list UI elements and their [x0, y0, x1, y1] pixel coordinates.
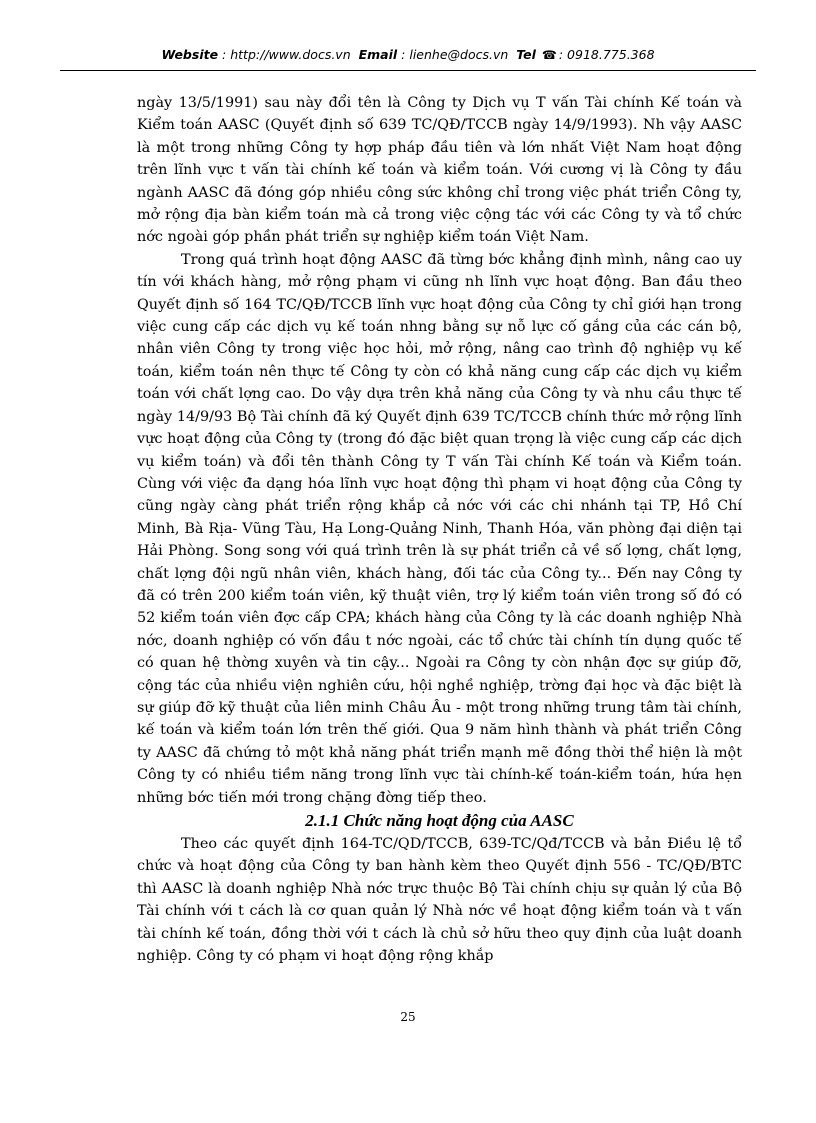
paragraph-1: ngày 13/5/1991) sau này đổi tên là Công ty Dịch vụ T vấn Tài chính Kế toán và Kiểm toán AASC (Quyết định số 639 TC/QĐ/TCCB ngày 14/9/1993). Nh vậy AASC là một trong những Công ty hợp pháp đầu tiên và lớn nhất Việt Nam hoạt động trên lĩnh vực t vấn tài chính kế toán và kiểm toán. Với cương vị là Công ty đầu ngành AASC đã đóng góp nhiều công sức không chỉ trong việc phát triển Công ty, mở rộng địa bàn kiểm toán mà cả trong việc cộng tác với các Công ty và tổ chức nớc ngoài góp phần phát triển sự nghiệp kiểm toán Việt Nam. — [137, 95, 742, 246]
tel-label: Tel — [516, 47, 536, 62]
email-label: Email — [358, 47, 398, 62]
section-heading: 2.1.1 Chức năng hoạt động của AASC — [305, 811, 574, 830]
website-value: : http://www.docs.vn — [222, 47, 351, 62]
page-header — [60, 42, 756, 71]
page-number: 25 — [400, 1010, 416, 1024]
section-paragraph: Theo các quyết định 164-TC/QD/TCCB, 639-TC/Qđ/TCCB và bản Điều lệ tổ chức và hoạt động của Công ty ban hành kèm theo Quyết định 556 - TC/QĐ/BTC thì AASC là doanh nghiệp Nhà nớc trực thuộc Bộ Tài chính chịu sự quản lý của Bộ Tài chính với t cách là cơ quan quản lý Nhà nớc về hoạt động kiểm toán và t vấn tài chính kế toán, đồng thời với t cách là chủ sở hữu theo quy định của luật doanh nghiệp. Công ty có phạm vi hoạt động rộng khắp — [137, 836, 742, 965]
tel-value: : 0918.775.368 — [558, 47, 655, 62]
website-label: Website — [161, 47, 219, 62]
email-value: : lienhe@docs.vn — [401, 47, 509, 62]
phone-icon: ☎ — [541, 48, 557, 62]
paragraph-2: Trong quá trình hoạt động AASC đã từng bớc khẳng định mình, nâng cao uy tín với khách hàng, mở rộng phạm vi cũng nh lĩnh vực hoạt động. Ban đầu theo Quyết định số 164 TC/QĐ/TCCB lĩnh vực hoạt động của Công ty chỉ giới hạn trong việc cung cấp các dịch vụ kế toán nhng bằng sự nỗ lực cố gắng của các cán bộ, nhân viên Công ty trong việc học hỏi, mở rộng, nâng cao trình độ nghiệp vụ kế toán, kiểm toán nên thực tế Công ty còn có khả năng cung cấp các dịch vụ kiểm toán với chất lợng cao. Do vậy dựa trên khả năng của Công ty và nhu cầu thực tế ngày 14/9/93 Bộ Tài chính đã ký Quyết định 639 TC/TCCB chính thức mở rộng lĩnh vực hoạt động của Công ty (trong đó đặc biệt quan trọng là việc cung cấp các dịch vụ kiểm toán) và đổi tên thành Công ty T vấn Tài chính Kế toán và Kiểm toán. Cùng với việc đa dạng hóa lĩnh vực hoạt động thì phạm vi hoạt động của Công ty cũng ngày càng phát triển rộng khắp cả nớc với các chi nhánh tại TP, Hồ Chí Minh, Bà Rịa- Vũng Tàu, Hạ Long-Quảng Ninh, Thanh Hóa, văn phòng đại diện tại Hải Phòng. Song song với quá trình trên là sự phát triển cả về số lợng, chất lợng, chất lợng đội ngũ nhân viên, khách hàng, đối tác của Công ty... Đến nay Công ty đã có trên 200 kiểm toán viên, kỹ thuật viên, trợ lý kiểm toán viên trong số đó có 52 kiểm toán viên đợc cấp CPA; khách hàng của Công ty là các doanh nghiệp Nhà nớc, doanh nghiệp có vốn đầu t nớc ngoài, các tổ chức tài chính tín dụng quốc tế có quan hệ thờng xuyên và tin cậy... Ngoài ra Công ty còn nhận đợc sự giúp đỡ, cộng tác của nhiều viện nghiên cứu, hội nghề nghiệp, trờng đại học và đặc biệt là sự giúp đỡ kỹ thuật của liên minh Châu Âu - một trong những trung tâm tài chính, kế toán và kiểm toán lớn trên thế giới. Qua 9 năm hình thành và phát triển Công ty AASC đã chứng tỏ một khả năng phát triển mạnh mẽ đồng thời thể hiện là một Công ty có nhiều tiềm năng trong lĩnh vực tài chính-kế toán-kiểm toán, hứa hẹn những bớc tiến mới trong chặng đờng tiếp theo. — [137, 251, 742, 806]
document-body — [137, 92, 742, 967]
